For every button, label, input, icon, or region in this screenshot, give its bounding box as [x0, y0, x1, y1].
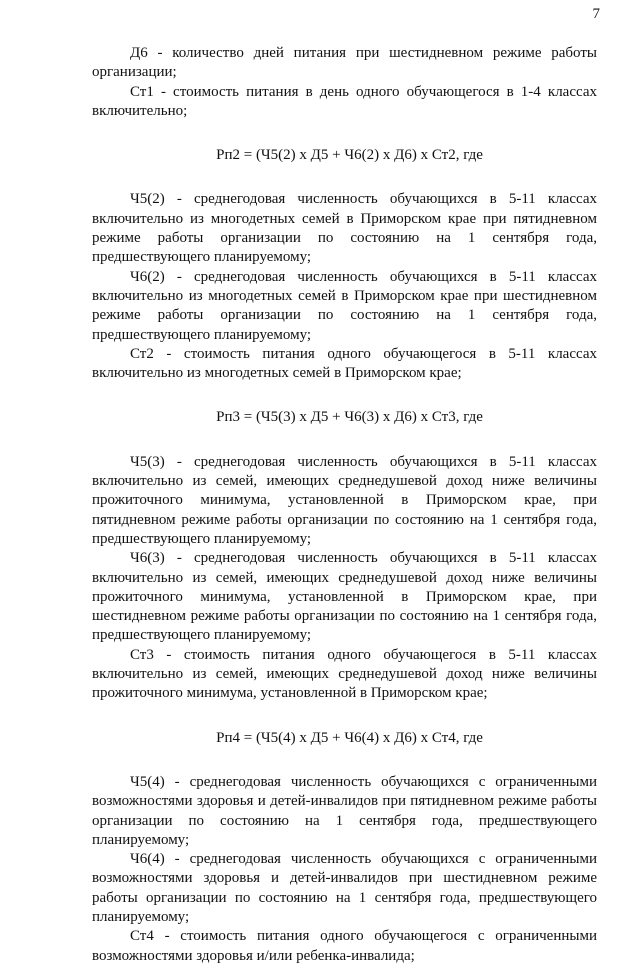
- definition-st2: Ст2 - стоимость питания одного обучающегося в 5-11 классах включительно из многодетных семей в Приморском крае;: [92, 345, 597, 382]
- definition-st1: Ст1 - стоимость питания в день одного обучающегося в 1-4 классах включительно;: [92, 83, 597, 119]
- definition-ch5-4: Ч5(4) - среднегодовая численность обучающихся с ограниченными возможностями здоровья и детей-инвалидов при пятидневном режиме работы организации по состоянию на 1 сентября года, предшествующего планируемому;: [92, 773, 597, 848]
- document-body: [92, 44, 597, 966]
- definition-ch5-3: Ч5(3) - среднегодовая численность обучающихся в 5-11 классах включительно из семей, имеющих среднедушевой доход ниже величины прожиточного минимума, установленной в Приморском крае, при пятидневном режиме работы организации по состоянию на 1 сентября года, предшествующего планируемому;: [92, 453, 597, 547]
- definition-ch6-3: Ч6(3) - среднегодовая численность обучающихся в 5-11 классах включительно из семей, имеющих среднедушевой доход ниже величины прожиточного минимума, установленной в Приморском крае, при шестидневном режиме работы организации по состоянию на 1 сентября года, предшествующего планируемому;: [92, 550, 597, 644]
- definition-ch5-2: Ч5(2) - среднегодовая численность обучающихся в 5-11 классах включительно из многодетных семей в Приморском крае при пятидневном режиме работы организации по состоянию на 1 сентября года, предшествующего планируемому;: [92, 191, 597, 266]
- formula-rp2: Рп2 = (Ч5(2) х Д5 + Ч6(2) х Д6) х Ст2, где: [216, 147, 483, 164]
- definition-ch6-4: Ч6(4) - среднегодовая численность обучающихся с ограниченными возможностями здоровья и детей-инвалидов при шестидневном режиме работы организации по состоянию на 1 сентября года, предшествующего планируемому;: [92, 851, 597, 925]
- formula-rp4: Рп4 = (Ч5(4) х Д5 + Ч6(4) х Д6) х Ст4, где: [216, 729, 483, 746]
- page-number: 7: [592, 6, 600, 22]
- definition-d6: Д6 - количество дней питания при шестидневном режиме работы организации;: [92, 45, 597, 81]
- definition-st3: Ст3 - стоимость питания одного обучающегося в 5-11 классах включительно из семей, имеющих среднедушевой доход ниже величины прожиточного минимума, установленной в Приморском крае;: [92, 646, 597, 702]
- definition-ch6-2: Ч6(2) - среднегодовая численность обучающихся в 5-11 классах включительно из многодетных семей в Приморском крае при шестидневном режиме работы организации по состоянию на 1 сентября года, предшествующего планируемому;: [92, 268, 597, 343]
- definition-st4: Ст4 - стоимость питания одного обучающегося с ограниченными возможностями здоровья и/или ребенка-инвалида;: [92, 928, 597, 964]
- formula-rp3: Рп3 = (Ч5(3) х Д5 + Ч6(3) х Д6) х Ст3, где: [216, 409, 483, 426]
